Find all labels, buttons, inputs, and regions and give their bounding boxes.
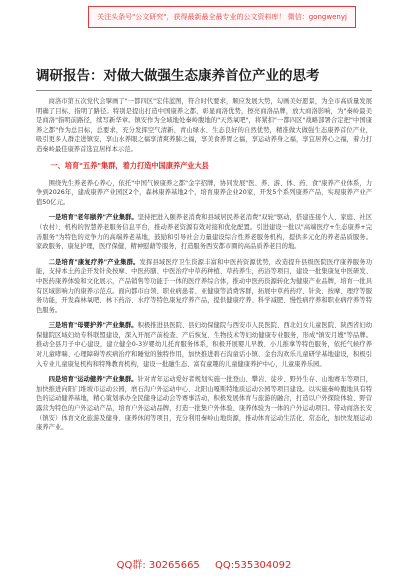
- body-paragraph: [36, 375, 372, 433]
- title-divider: [36, 90, 372, 91]
- body-paragraph: [36, 258, 372, 316]
- paragraph-lead: 四是培育"运动健养"产业集群。: [48, 376, 138, 384]
- page-footer: [0, 559, 408, 573]
- paragraph-lead: 一是培育"老年颐养"产业集群。: [48, 214, 138, 222]
- paragraph-text: 积极推进县医院、县妇幼保健院与西安市人民医院、西北妇女儿童医院、陕西省妇幼保健院区域妇幼专科联盟建设，深入开展产前检查、产后恢复、生物技术等妇幼健康专业服务，形成"镇安月嫂"等品牌。推动全县月子中心建设，建立健全0-3岁婴幼儿托育服务体系，积极开展婴儿早教、小儿推拿等特色服务，依托气候疗养对儿童哮喘、心理障碍等疾病治疗和睡觉的独特作用，加快推进碧石沟童话小镇、金台沟欢乐儿童研学基地建设，积极引入专业儿童康复机构和特殊教育机构，建设一批融生态、富有童趣的儿童健康养护中心，儿童康养乐园。: [36, 322, 373, 368]
- footer-qq: QQ:535304092: [215, 560, 292, 571]
- paragraph-text: 针对青年运动爱好者规划实施一批登山、攀岩、徒步、野外生存、山地赛车等项目，加快推进向阳门堆坡市运动公园，磨石沟户外运动中心、北阳山嘎斯特地质运动公园等项目建设。以实施秦岭腹地具有特色的运动健养基地，精心策划承办全民健身运动会等赛事活动，积极发展体育与旅游的融合，打造以户外探险体验、野营露营为特色的户外运动产品，培育户外运动品牌，打造一批集户外体验、康养体验为一体的户外运动项目。带动商洛长安（镇安）体育文化旅游及健身、康养休闲等项目，充分利用秦岭山地资源，推动体育运动生活化、常态化，加快发展运动康养产业。: [36, 376, 373, 432]
- body-paragraph: [36, 213, 372, 251]
- paragraph-text: 坚持把进入颐养老消费和县域居民养老消费"双轮"驱动，搭建连接个人、家庭、社区（农村）、机构的智慧养老服务信息平台，推动养老资源有效对接和优化配置。引进建设一批以"高端医疗+生态康养+完善服务"为特色的竞争力的高端养老基地，鼓励和引导社会力量建设综合性养老服务机构，提供多元化的养老品质服务。家政服务，康复护理，医疗保健，精神慰藉等服务，打造服务西安都市圈的高品质养老目的地。: [36, 214, 373, 251]
- paragraph-lead: 二是培育"康复疗养"产业集群。: [48, 258, 140, 266]
- section-heading: 一、培育"五养"集群，着力打造中国康养产业大县: [50, 160, 209, 170]
- body-paragraph: [36, 179, 372, 208]
- promo-banner-text: 关注头条号"公文研究"，获得最新最全最专业的公文资料库！ 微信：gongwenyj: [97, 13, 347, 21]
- page-title: 调研报告：对做大做强生态康养首位产业的思考: [36, 68, 320, 84]
- body-paragraph: [36, 321, 372, 369]
- footer-qq-group: QQ群: 30265665: [116, 560, 200, 571]
- paragraph-text: 发挥县域医疗卫生资源丰富和中医药资源优势，改造提升县级医院医疗康养服务功能，支持本土药企开发针灸按摩、中医药膳、中医治疗中草药种植、草药养生，药浴等项目，建设一批集康复中医研发、中医药康养体验和文化展示，产品销售等功能于一体的医疗养综合体，推动中医药资源转化为健康产业品牌，培育一批具有区域影响力的康养示范点。面向都市白领、职业病患者、亚健康等消费客群，拓展中草药药疗、针灸、按摩、理疗等服务功能，开发森林氧吧、林下药浴、水疗等特色康复疗养产品，提供健康疗养、科学减肥、慢性病疗养和职业病疗养等特色服务。: [36, 258, 373, 314]
- paragraph-text: 商洛市第五次党代会擘画了"一都四区"宏伟蓝图，符合时代要求，顺应发展大势，勾画美好愿景，为全市高质量发展明确了目标、指明了路径。特别是提出打造中国康养之都，彰显商洛优势，擦亮商洛品牌，放大商洛影响，为"秦岭最美是商洛"指明前路径，续写新华章。镇安作为全域地处秦岭腹地的"天然氧吧"，将紧扣"一都四区"战略部署合定把"中国康养之都"作为总目标，总要求，充分发挥空气清新、青山绿水、生态良好的自然优势，精准做大做强生态康养首位产业，吸引更多人群走进镇安，享山水养眼之福享清爽养肺之福，享美食养胃之福，享运动养身之福，享宜居养心之福，着力打造秦岭最佳康养首选宜居样本示范。: [36, 98, 372, 153]
- body-paragraph: [36, 97, 372, 155]
- paragraph-lead: 三是培育"母婴护养"产业集群。: [48, 322, 138, 330]
- paragraph-text: 围绕先生养老养心养心，依托"中国气候康养之都"金字招牌，协同发展"医、养、游、体、药、食"康养产业体系，力争到2026年，建成康养产业园区2个，森林康养基地2个，培育康养企业20家，开发5个系列康养产品，实现康养产业产值50亿元。: [36, 179, 372, 206]
- promo-banner: [88, 6, 356, 28]
- document-body: [36, 97, 372, 439]
